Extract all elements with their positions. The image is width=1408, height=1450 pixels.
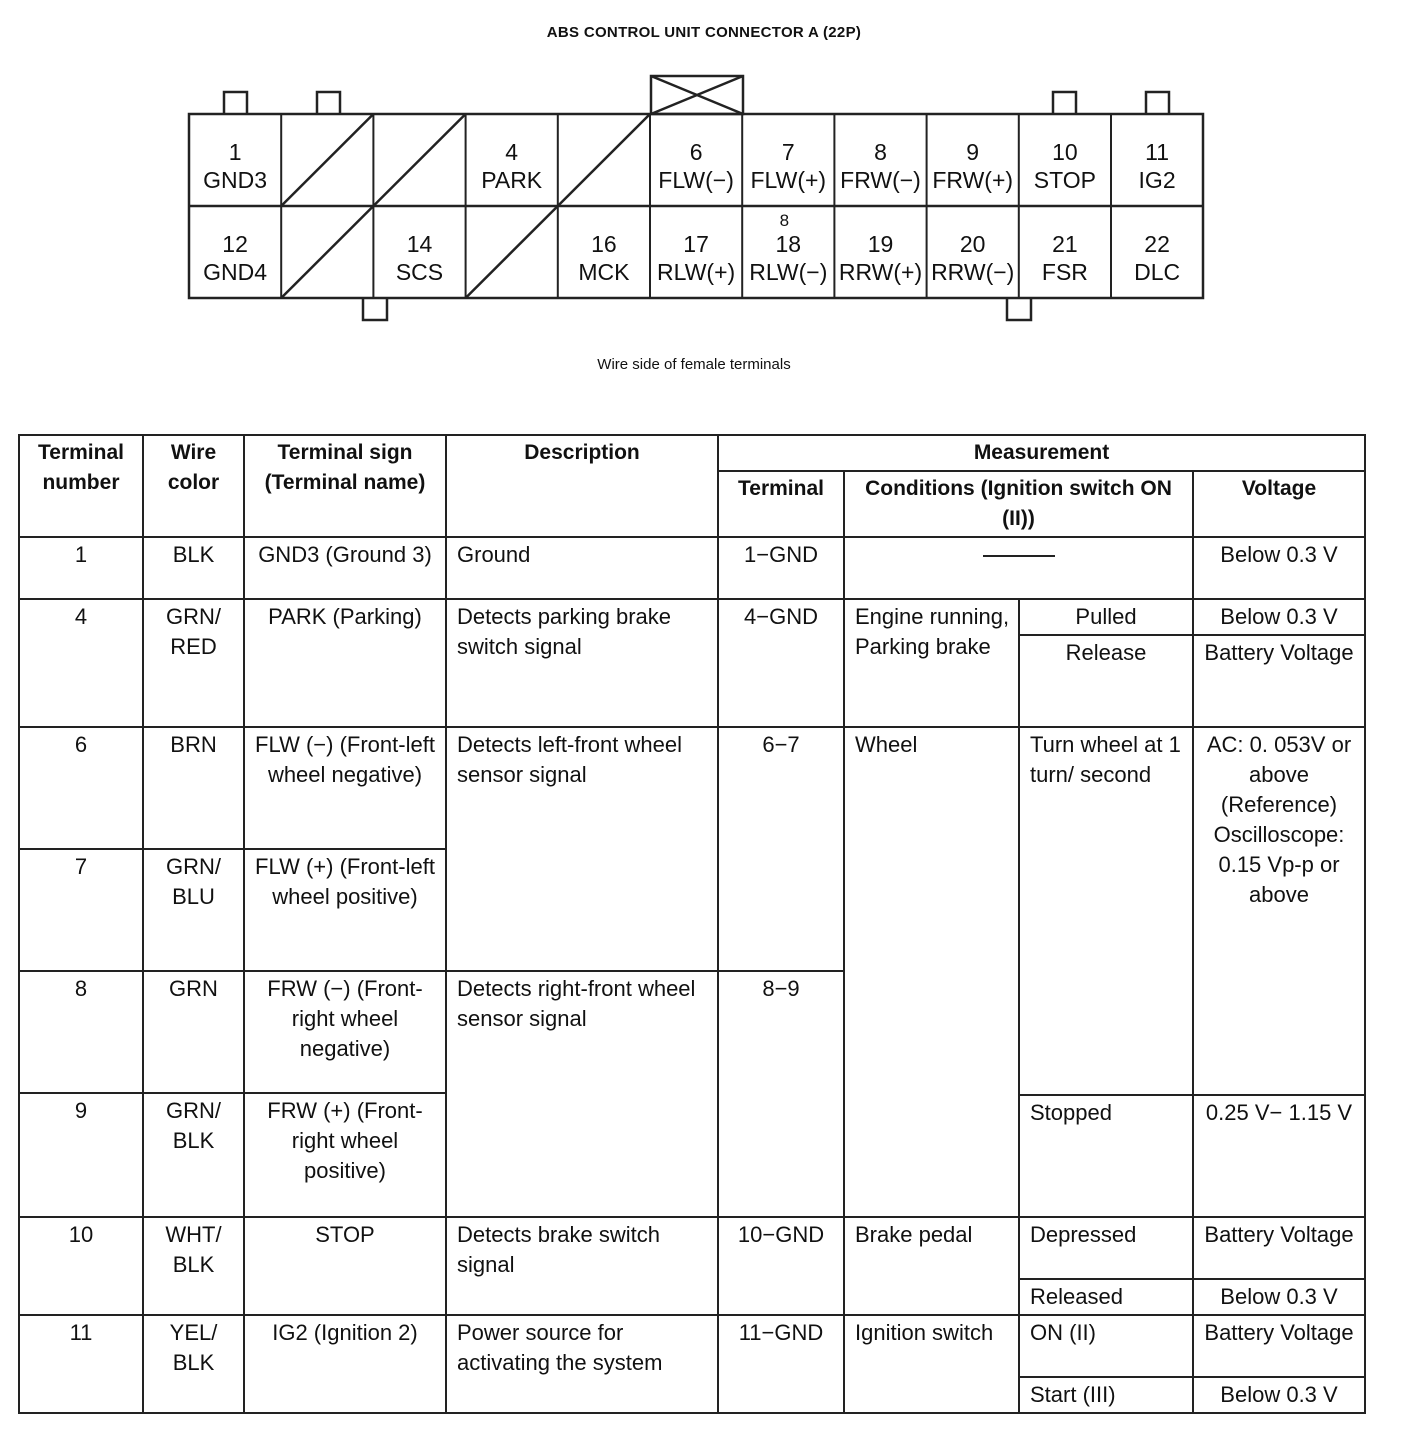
pin-number: 8 [874, 139, 887, 165]
measure-terminal-cell: 11−GND [718, 1315, 844, 1413]
sub-condition-cell: Depressed [1019, 1217, 1193, 1279]
terminal-number-cell: 6 [19, 727, 143, 849]
unused-cavity-slash [281, 206, 373, 298]
terminal-sign-cell: IG2 (Ignition 2) [244, 1315, 446, 1413]
description-cell: Detects parking brake switch signal [446, 599, 718, 727]
sub-condition-cell: Turn wheel at 1 turn/ second [1019, 727, 1193, 1095]
pin-number: 20 [959, 231, 986, 257]
wire-color-cell: GRN/ BLU [143, 849, 244, 971]
wire-color-cell: YEL/ BLK [143, 1315, 244, 1413]
voltage-cell: 0.25 V− 1.15 V [1193, 1095, 1365, 1217]
terminal-number-cell: 10 [19, 1217, 143, 1315]
pin-sign: FRW(−) [840, 167, 921, 193]
sub-condition-cell: Stopped [1019, 1095, 1193, 1217]
measure-terminal-cell: 10−GND [718, 1217, 844, 1315]
pin-sign: FLW(−) [658, 167, 734, 193]
terminal-number-cell: 9 [19, 1093, 143, 1217]
header-terminal-sign: Terminal sign (Terminal name) [244, 435, 446, 537]
pin-number: 1 [228, 139, 242, 165]
terminal-sign-cell: FRW (+) (Front-right wheel positive) [244, 1093, 446, 1217]
pin-sign: MCK [578, 259, 630, 285]
table-row [19, 1315, 1365, 1377]
table-row [19, 1217, 1365, 1279]
wire-color-cell: GRN/ BLK [143, 1093, 244, 1217]
header-voltage: Voltage [1193, 471, 1365, 537]
pin-number: 11 [1145, 139, 1170, 165]
voltage-cell: Below 0.3 V [1193, 1377, 1365, 1413]
terminal-number-cell: 1 [19, 537, 143, 599]
pin-stray-mark: 8 [779, 211, 790, 230]
wire-color-cell: GRN/ RED [143, 599, 244, 727]
pin-sign: RLW(−) [749, 259, 828, 285]
pin-number: 9 [966, 139, 980, 165]
description-cell: Detects brake switch signal [446, 1217, 718, 1315]
pin-sign: RRW(+) [838, 259, 923, 285]
terminal-sign-cell: FRW (−) (Front-right wheel negative) [244, 971, 446, 1093]
wire-color-cell: BLK [143, 537, 244, 599]
pin-number: 14 [406, 231, 433, 257]
wire-color-cell: BRN [143, 727, 244, 849]
sub-condition-cell: Release [1019, 635, 1193, 727]
description-cell: Detects left-front wheel sensor signal [446, 727, 718, 971]
pin-sign: DLC [1134, 259, 1181, 285]
voltage-cell: Below 0.3 V [1193, 599, 1365, 635]
description-cell: Ground [446, 537, 718, 599]
voltage-cell: AC: 0. 053V or above (Reference) Oscilloscope: 0.15 Vp-p or above [1193, 727, 1365, 1095]
description-cell: Detects right-front wheel sensor signal [446, 971, 718, 1217]
table-row [19, 727, 1365, 849]
voltage-cell: Battery Voltage [1193, 635, 1365, 727]
measure-terminal-cell: 1−GND [718, 537, 844, 599]
description-cell: Power source for activating the system [446, 1315, 718, 1413]
no-condition-dash [983, 555, 1055, 557]
pin-number: 6 [689, 139, 703, 165]
table-row [19, 599, 1365, 635]
sub-condition-cell: Start (III) [1019, 1377, 1193, 1413]
terminal-number-cell: 8 [19, 971, 143, 1093]
pin-sign: PARK [481, 167, 543, 193]
measure-terminal-cell: 4−GND [718, 599, 844, 727]
pin-sign: STOP [1033, 167, 1097, 193]
terminal-table [18, 434, 1366, 1414]
pin-sign: IG2 [1138, 167, 1176, 193]
header-conditions: Conditions (Ignition switch ON (II)) [844, 471, 1193, 537]
wire-color-cell: WHT/ BLK [143, 1217, 244, 1315]
diagram-title: ABS CONTROL UNIT CONNECTOR A (22P) [546, 24, 862, 41]
sub-condition-cell: Pulled [1019, 599, 1193, 635]
connector-diagram [0, 0, 1408, 340]
terminal-number-cell: 11 [19, 1315, 143, 1413]
header-terminal: Terminal [718, 471, 844, 537]
condition-cell: Ignition switch [844, 1315, 1019, 1413]
pin-number: 16 [591, 231, 617, 257]
voltage-cell: Battery Voltage [1193, 1315, 1365, 1377]
pin-number: 22 [1144, 231, 1170, 257]
unused-cavity-slash [373, 114, 465, 206]
unused-cavity-slash [281, 114, 373, 206]
pin-sign: FLW(+) [750, 167, 827, 193]
voltage-cell: Battery Voltage [1193, 1217, 1365, 1279]
pin-number: 10 [1052, 139, 1078, 165]
sub-condition-cell: Released [1019, 1279, 1193, 1315]
terminal-number-cell: 4 [19, 599, 143, 727]
pin-sign: GND3 [203, 167, 268, 193]
pin-sign: GND4 [203, 259, 268, 285]
unused-cavity-slash [558, 114, 650, 206]
terminal-sign-cell: PARK (Parking) [244, 599, 446, 727]
pin-number: 12 [222, 231, 248, 257]
pin-sign: RRW(−) [931, 259, 1015, 285]
pin-number: 19 [867, 231, 894, 257]
conditions-cell-none [844, 537, 1193, 599]
pin-sign: SCS [395, 259, 444, 285]
header-wire-color: Wire color [143, 435, 244, 537]
unused-cavity-slash [466, 206, 558, 298]
header-description: Description [446, 435, 718, 537]
condition-cell: Engine running, Parking brake [844, 599, 1019, 727]
header-terminal-number: Terminal number [19, 435, 143, 537]
pin-number: 17 [683, 231, 709, 257]
pin-sign: RLW(+) [657, 259, 736, 285]
pin-sign: FSR [1041, 259, 1088, 285]
pin-sign: FRW(+) [932, 167, 1014, 193]
pin-number: 7 [781, 139, 795, 165]
terminal-sign-cell: GND3 (Ground 3) [244, 537, 446, 599]
header-measurement: Measurement [718, 435, 1365, 471]
voltage-cell: Below 0.3 V [1193, 1279, 1365, 1315]
measure-terminal-cell: 8−9 [718, 971, 844, 1217]
terminal-sign-cell: FLW (−) (Front-left wheel negative) [244, 727, 446, 849]
condition-cell: Brake pedal [844, 1217, 1019, 1315]
terminal-number-cell: 7 [19, 849, 143, 971]
diagram-caption: Wire side of female terminals [597, 356, 791, 373]
voltage-cell: Below 0.3 V [1193, 537, 1365, 599]
pin-number: 18 [775, 231, 802, 257]
pin-number: 4 [505, 139, 519, 165]
wire-color-cell: GRN [143, 971, 244, 1093]
condition-cell: Wheel [844, 727, 1019, 1217]
table-row [19, 537, 1365, 599]
sub-condition-cell: ON (II) [1019, 1315, 1193, 1377]
terminal-sign-cell: FLW (+) (Front-left wheel positive) [244, 849, 446, 971]
pin-number: 21 [1052, 231, 1078, 257]
terminal-sign-cell: STOP [244, 1217, 446, 1315]
measure-terminal-cell: 6−7 [718, 727, 844, 971]
